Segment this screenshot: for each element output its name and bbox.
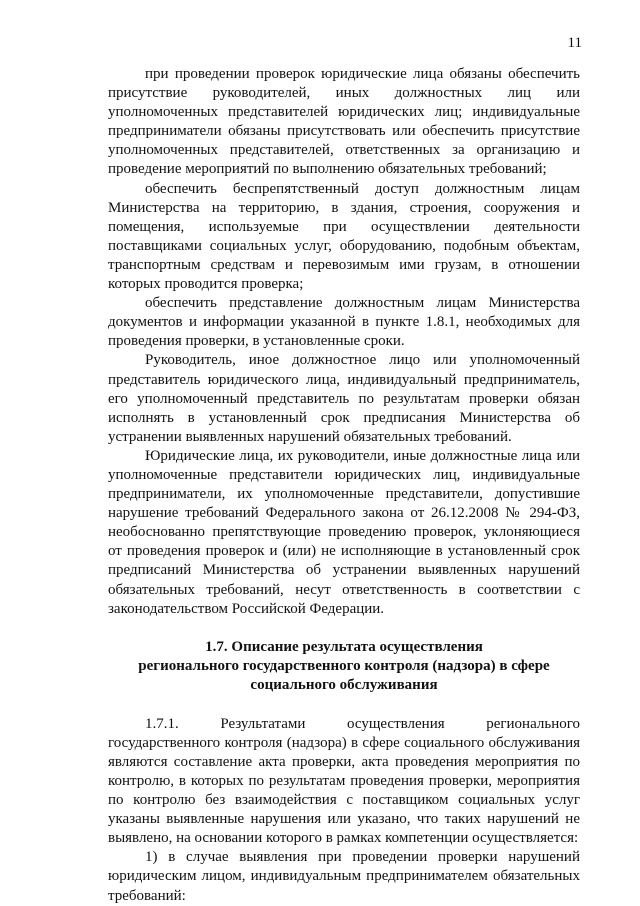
section-heading [108,638,580,695]
section-heading-line: регионального государственного контроля (надзора) в сфере [138,657,550,674]
paragraph-presence-obligation: при проведении проверок юридические лица обязаны обеспечить присутствие руководителей, иных должностных лиц или уполномоченных представителей юридических лиц; индивидуальные предприниматели обязаны присутствовать или обеспечить присутствие уполномоченных представителей, ответственных за организацию и проведение мероприятий по выполнению обязательных требований; [108,66,580,178]
paragraph-access-obligation: обеспечить беспрепятственный доступ должностным лицам Министерства на территорию, в здания, строения, сооружения и помещения, используемые при осуществлении деятельности поставщиками социальных услуг, оборудованию, подобным объектам, транспортным средствам и перевозимым ими грузам, в отношении которых проводится проверка; [108,180,580,293]
page-number: 11 [567,35,582,51]
document-body [108,65,580,906]
section-heading-line: 1.7. Описание результата осуществления [205,638,483,655]
section-heading-line: социального обслуживания [250,676,438,693]
paragraph-liability: Юридические лица, их руководители, иные должностные лица или уполномоченные представители юридических лиц, индивидуальные предприниматели, их уполномоченные представители, допустившие нарушение требований Федерального закона от 26.12.2008 № 294-ФЗ, необоснованно препятствующие проведению проверок, уклоняющиеся от проведения проверок и (или) не исполняющие в установленный срок предписаний Министерства об устранении выявленных нарушений обязательных требований, несут ответственность в соответствии с законодательством Российской Федерации. [108,447,580,617]
paragraph-violations-case: 1) в случае выявления при проведении проверки нарушений юридическим лицом, индивидуальным предпринимателем обязательных требований: [108,849,580,904]
paragraph-control-results: 1.7.1. Результатами осуществления регионального государственного контроля (надзора) в сфере социального обслуживания являются составление акта проверки, акта проведения мероприятия по контролю, в которых по результатам проведения проверки, мероприятия по контролю без взаимодействия с поставщиком социальных услуг указаны выявленные нарушения или указано, что таких нарушений не выявлено, на основании которого в рамках компетенции осуществляется: [108,715,580,847]
paragraph-prescription-execution: Руководитель, иное должностное лицо или уполномоченный представитель юридического лица, индивидуальный предприниматель, его уполномоченный представитель по результатам проверки обязан исполнять в установленный срок предписания Министерства об устранении выявленных нарушений обязательных требований. [108,352,580,445]
paragraph-documents-obligation: обеспечить представление должностным лицам Министерства документов и информации указанной в пункте 1.8.1, необходимых для проведения проверки, в установленные сроки. [108,295,580,350]
